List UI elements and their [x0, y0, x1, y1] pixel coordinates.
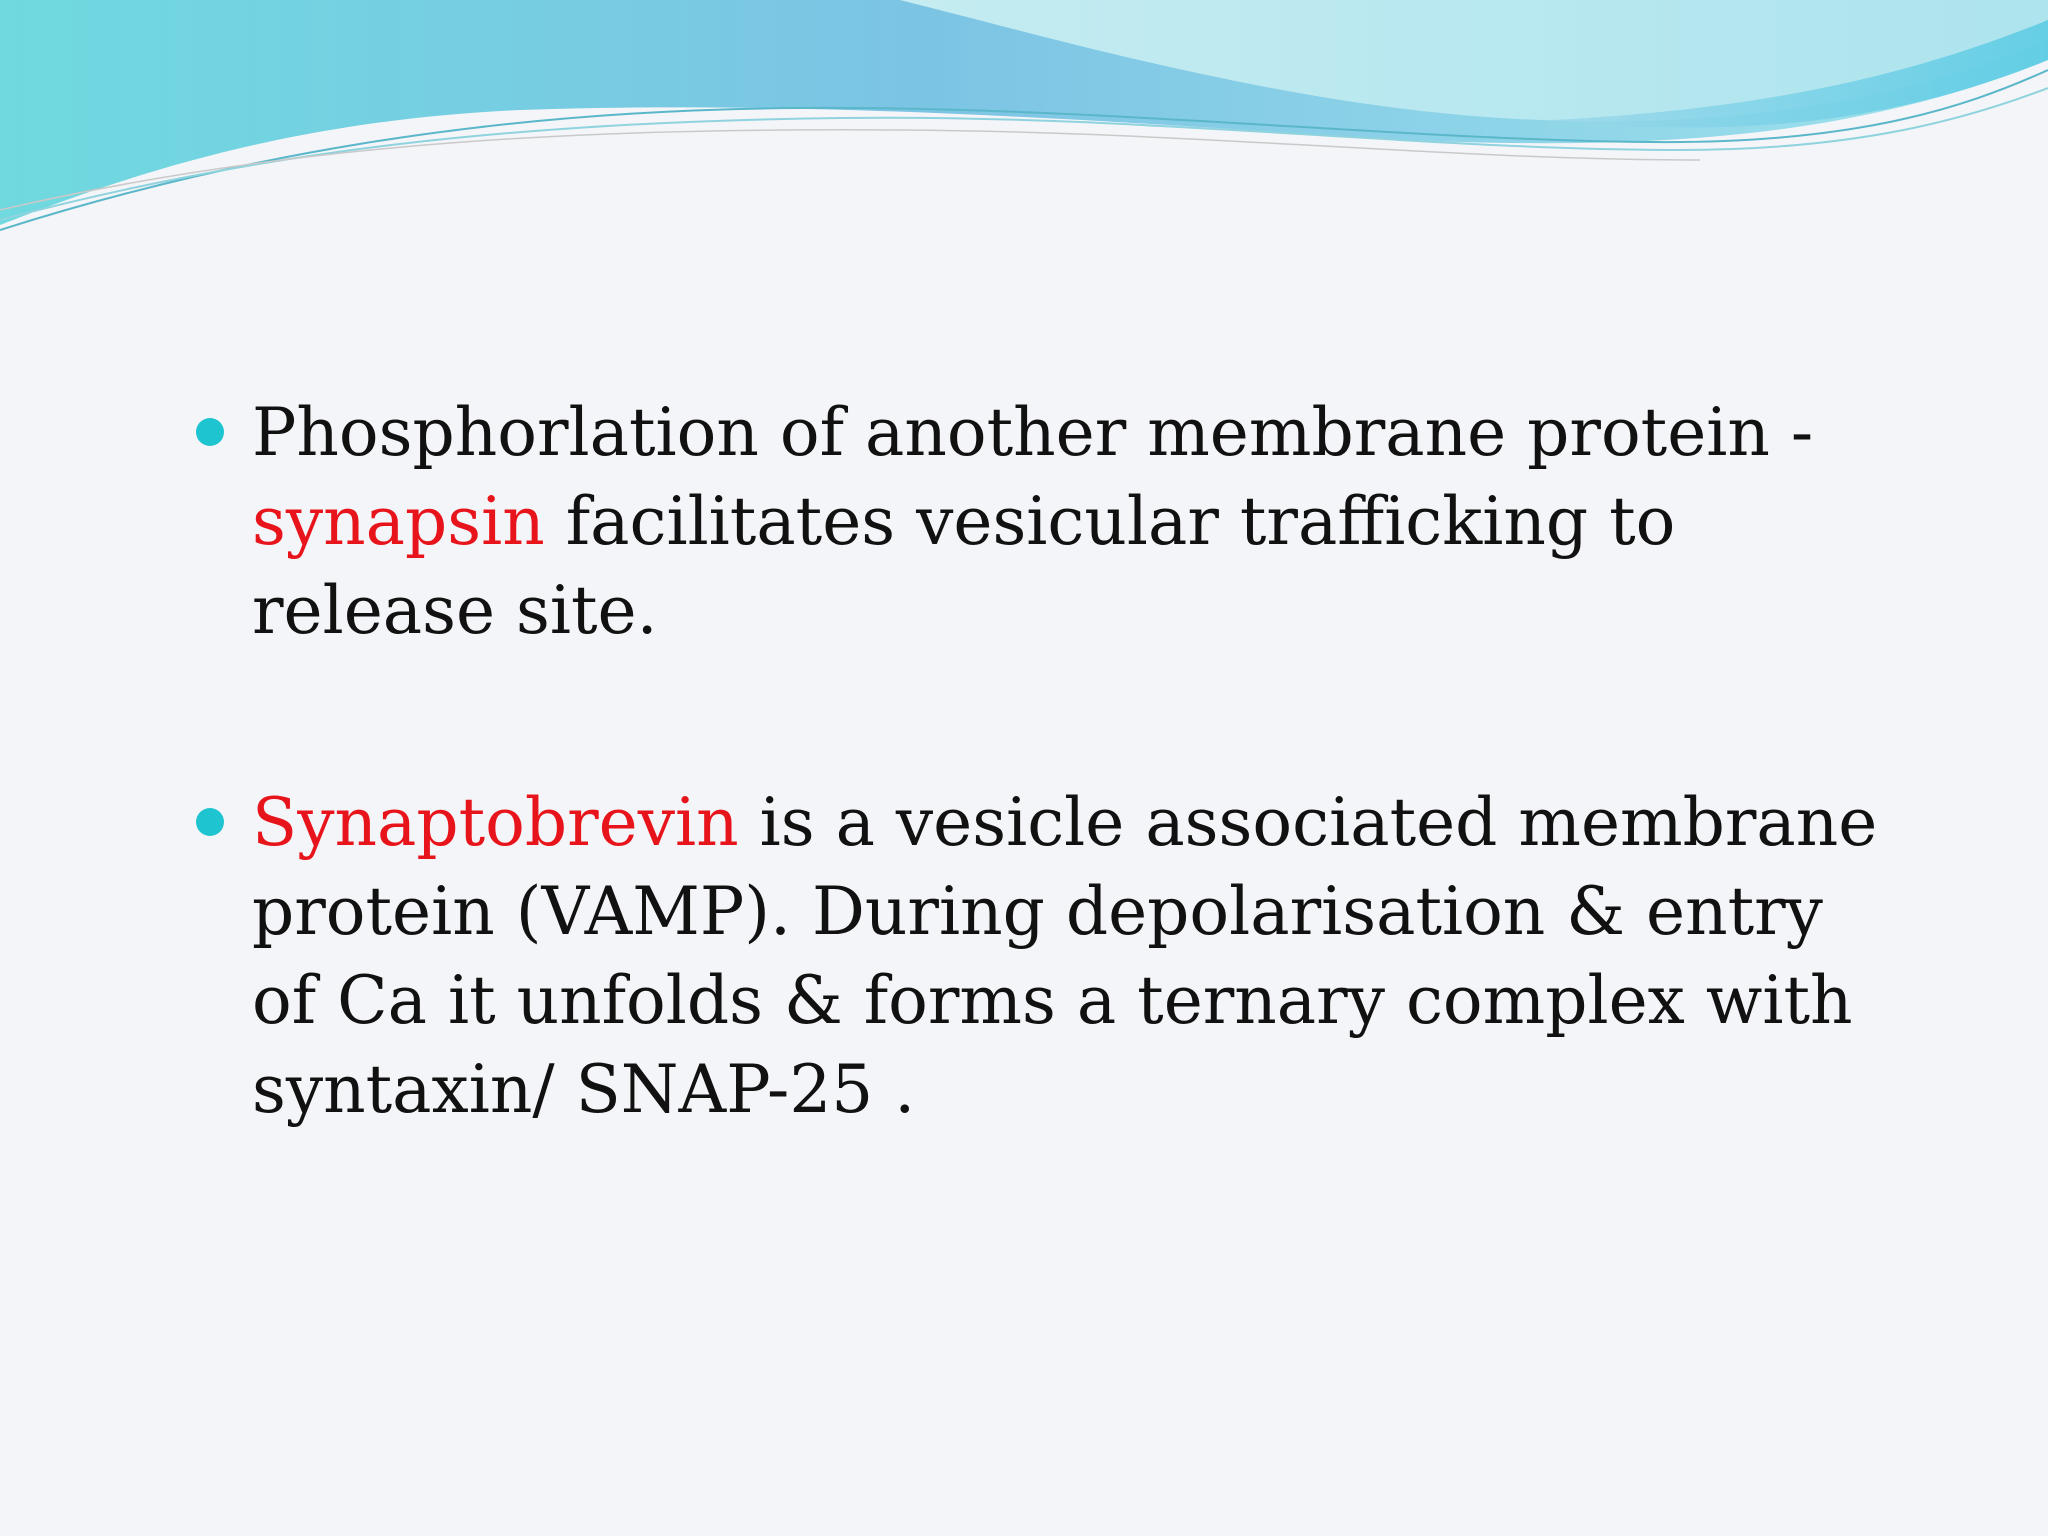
bullet-rest-text: is a vesicle associated membrane protein (VAMP). During depolarisation & entry of Ca it unfolds & forms a ternary complex with syntaxin/ SNAP-25 .: [252, 784, 1878, 1128]
highlight-term: Synaptobrevin: [252, 784, 739, 861]
bullet-item: [196, 778, 1896, 1134]
bullet-dot-icon: [196, 418, 224, 446]
bullet-rest-text: facilitates vesicular trafficking to release site.: [252, 483, 1676, 649]
bullet-text: [252, 388, 1896, 655]
highlight-term: synapsin: [252, 483, 545, 560]
bullet-item: [196, 388, 1896, 655]
bullet-lead-text: Phosphorlation of another membrane protein -: [252, 394, 1814, 471]
bullet-text: [252, 778, 1896, 1134]
bullet-dot-icon: [196, 808, 224, 836]
